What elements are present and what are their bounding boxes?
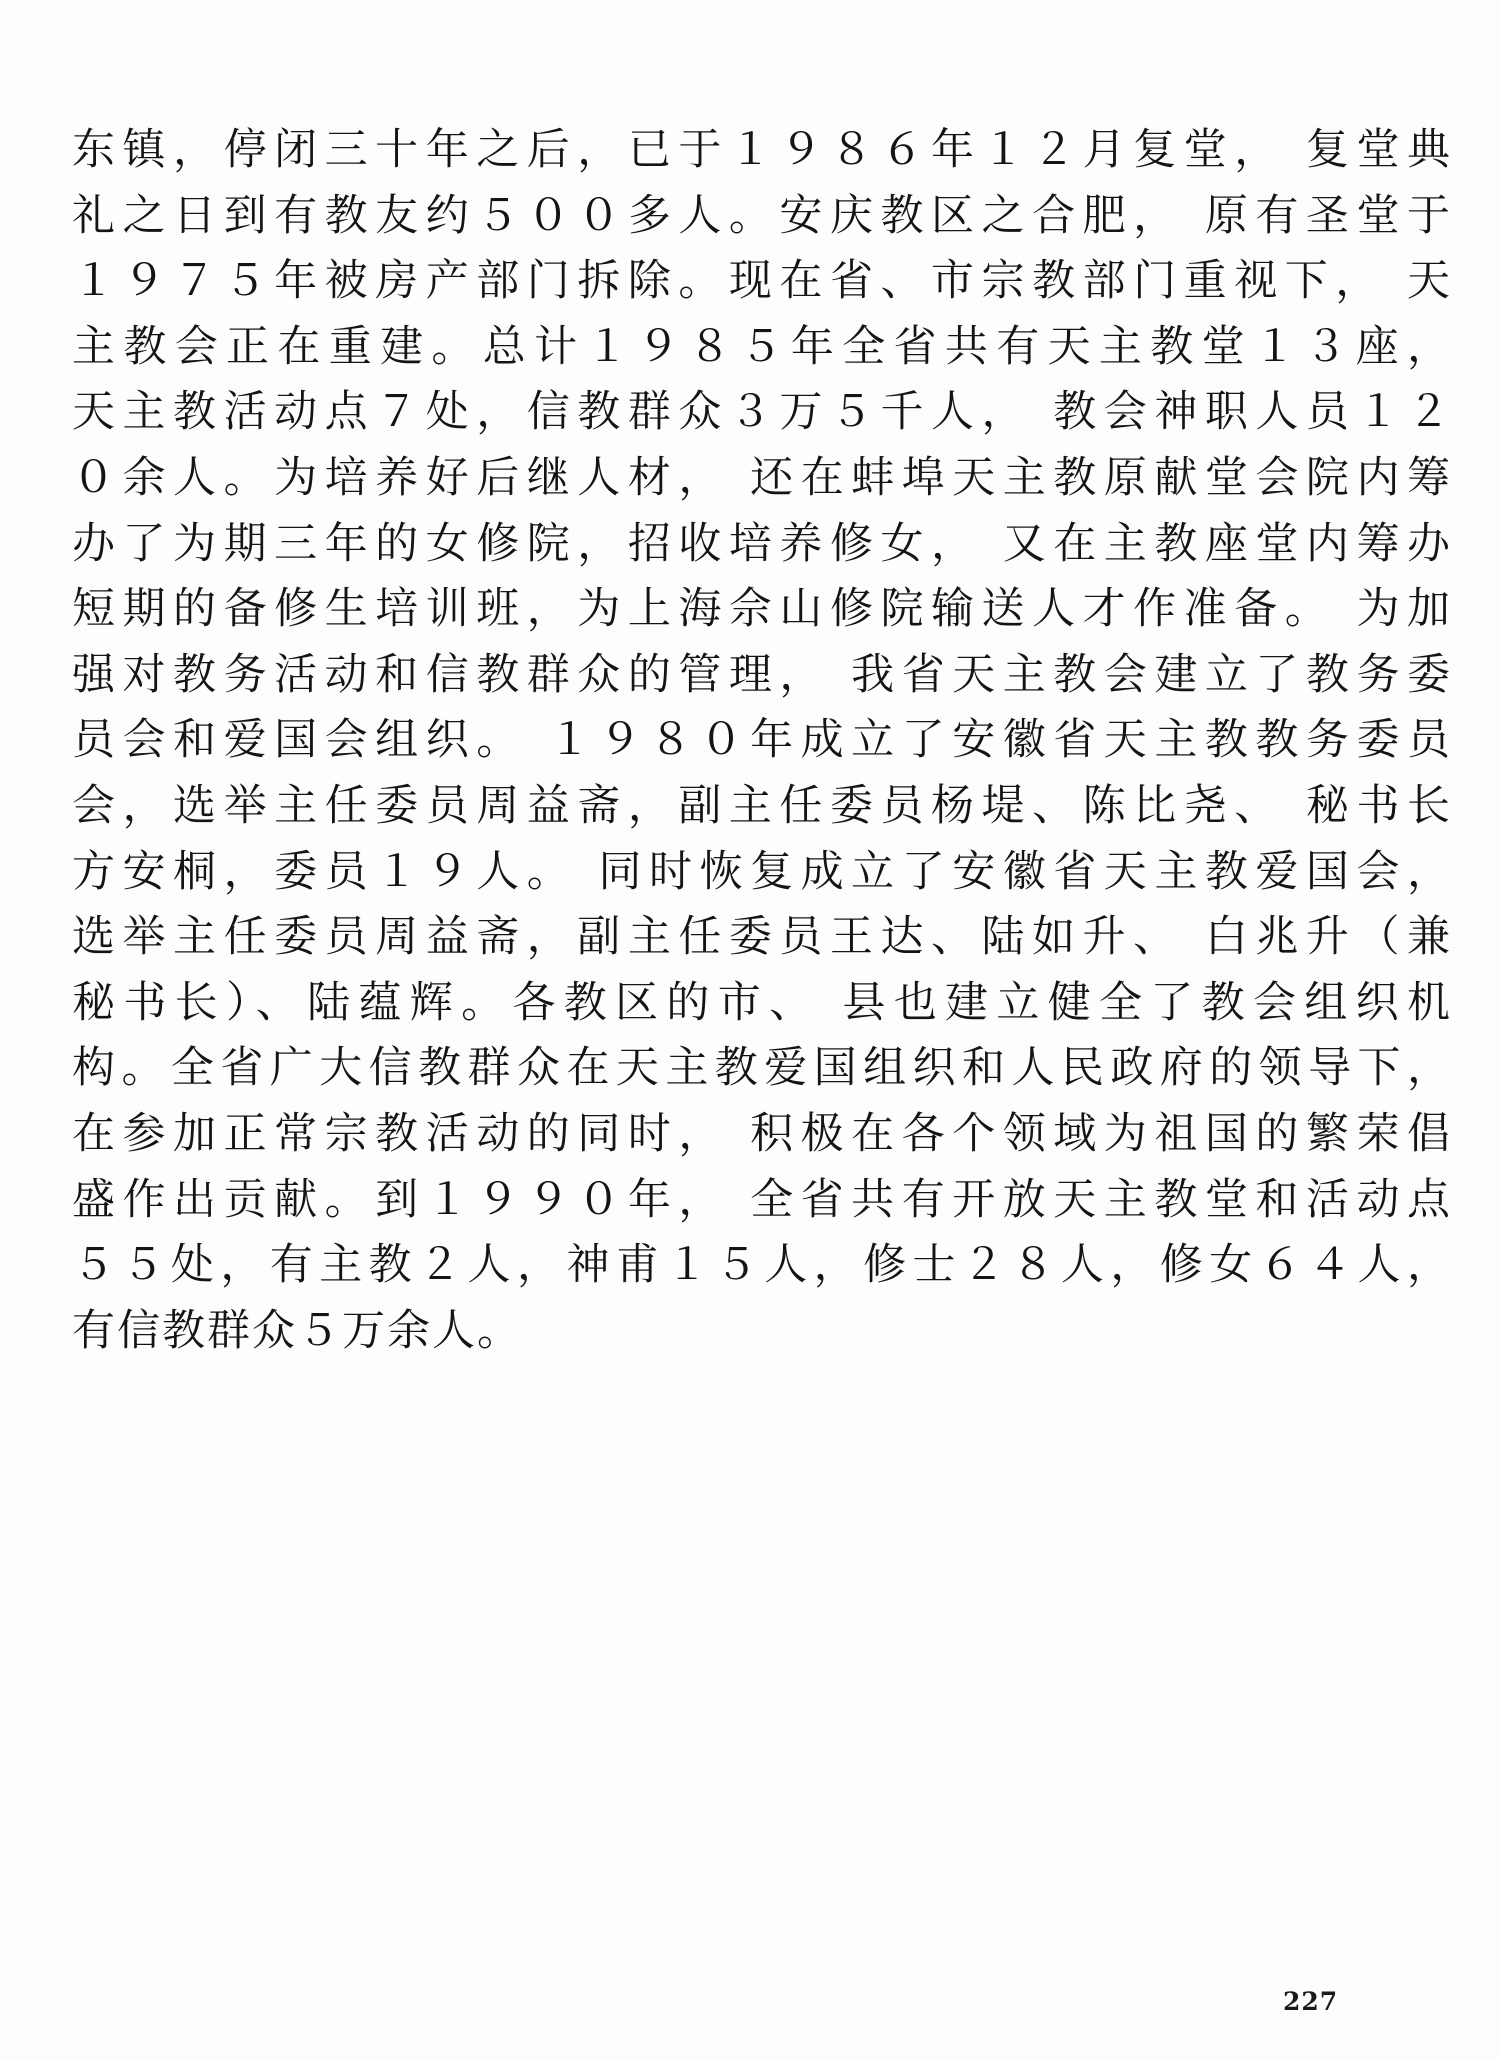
text-line: １９７５年被房产部门拆除。现在省、市宗教部门重视下， 天 [72,256,1452,307]
text-line: 短期的备修生培训班，为上海佘山修院输送人才作准备。 为加 [72,584,1452,635]
text-line: 在参加正常宗教活动的同时， 积极在各个领域为祖国的繁荣倡 [72,1108,1452,1159]
text-line: 方安桐，委员１９人。 同时恢复成立了安徽省天主教爱国会， [72,846,1452,897]
text-line: 办了为期三年的女修院，招收培养修女， 又在主教座堂内筹办 [72,518,1452,569]
text-line: 东镇，停闭三十年之后，已于１９８６年１２月复堂， 复堂典 [72,125,1452,175]
text-line: 选举主任委员周益斋，副主任委员王达、陆如升、 白兆升（兼 [72,912,1452,963]
text-line: 员会和爱国会组织。 １９８０年成立了安徽省天主教教务委员 [72,715,1452,766]
text-line: 有信教群众５万余人。 [72,1305,522,1356]
text-line: 构。全省广大信教群众在天主教爱国组织和人民政府的领导下， [72,1043,1452,1094]
text-line: 盛作出贡献。到１９９０年， 全省共有开放天主教堂和活动点 [72,1174,1452,1225]
text-line: 主教会正在重建。总计１９８５年全省共有天主教堂１３座， [72,321,1452,372]
text-line: 会，选举主任委员周益斋，副主任委员杨堤、陈比尧、 秘书长 [72,780,1452,831]
text-line: 强对教务活动和信教群众的管理， 我省天主教会建立了教务委 [72,649,1452,700]
text-line: 天主教活动点７处，信教群众３万５千人， 教会神职人员１２ [72,387,1452,438]
body-text [72,118,1452,1364]
text-line: ５５处，有主教２人，神甫１５人，修士２８人，修女６４人， [72,1240,1452,1291]
page-number: 227 [1283,1987,1339,2016]
text-line: ０余人。为培养好后继人材， 还在蚌埠天主教原献堂会院内筹 [72,452,1452,503]
text-line: 秘书长）、陆蕴辉。各教区的市、 县也建立健全了教会组织机 [72,977,1452,1028]
text-line: 礼之日到有教友约５００多人。安庆教区之合肥， 原有圣堂于 [72,190,1452,241]
